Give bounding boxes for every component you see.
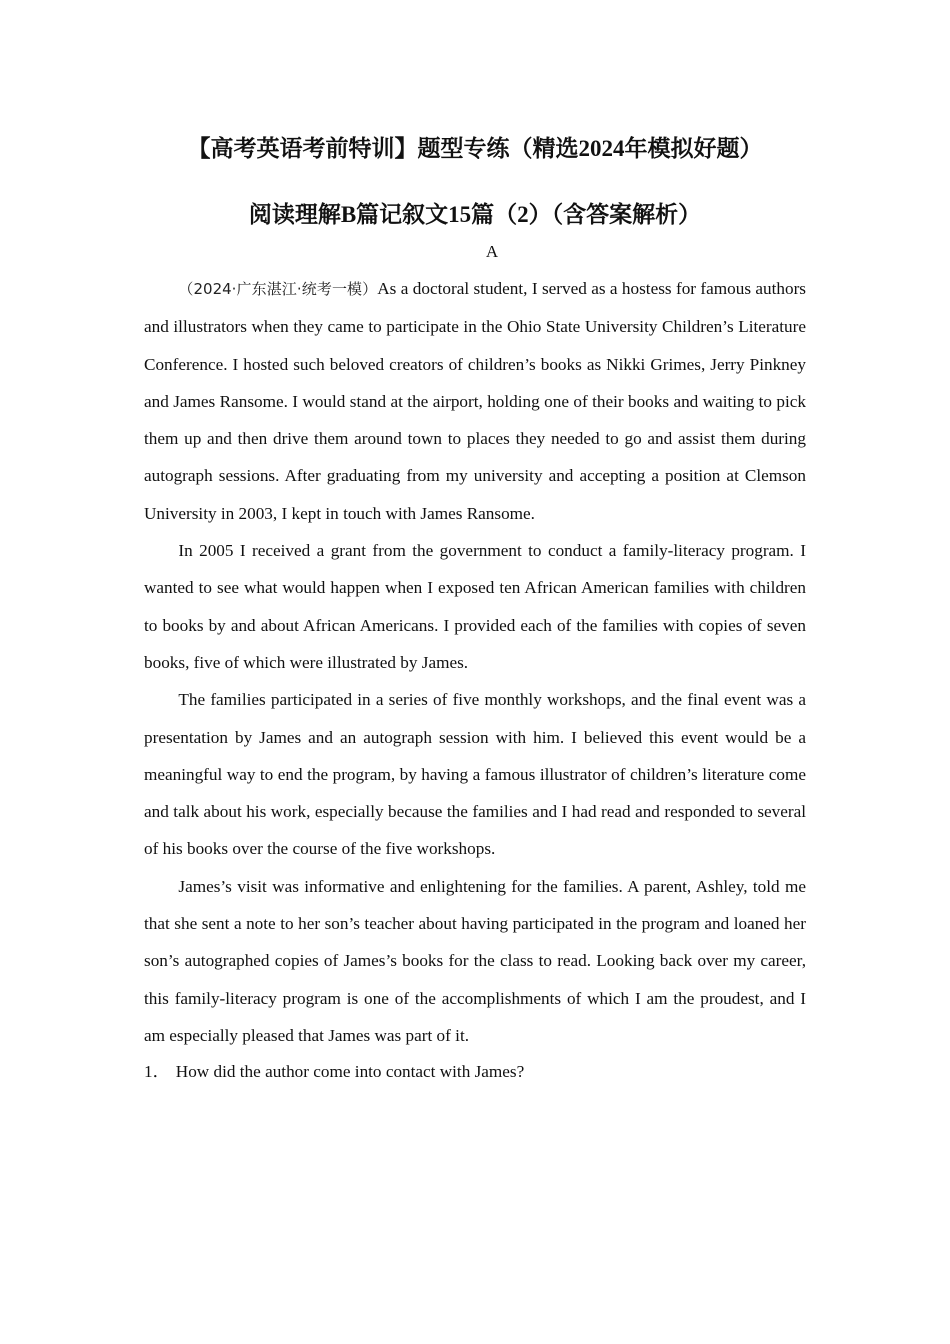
question-number: 1． [144, 1062, 170, 1082]
paragraph-4: James’s visit was informative and enlightening for the families. A parent, Ashley, told me that she sent a note to her son’s teacher about having participated in the program and loaned her son’s autographed copies of James’s books for the class to read. Looking back over my career, this family-literacy program is one of the accomplishments of which I am the proudest, and I am especially pleased that James was part of it. [144, 876, 806, 1045]
paragraph-1 [144, 270, 806, 532]
document-title-line-1: 【高考英语考前特训】题型专练（精选2024年模拟好题） [187, 136, 763, 161]
paragraph-3: The families participated in a series of five monthly workshops, and the final event was a presentation by James and an autograph session with him. I believed this event would be a meaningful way to end the program, by having a famous illustrator of children’s literature come and talk about his work, especially because the families and I had read and responded to several of his books over the course of the five workshops. [144, 690, 806, 859]
paragraph-1-text: As a doctoral student, I served as a hostess for famous authors and illustrators when they came to participate in the Ohio State University Children’s Literature Conference. I hosted such beloved creators of children’s books as Nikki Grimes, Jerry Pinkney and James Ransome. I would stand at the airport, holding one of their books and waiting to pick them up and then drive them around town to places they needed to go and assist them during autograph sessions. After graduating from my university and accepting a position at Clemson University in 2003, I kept in touch with James Ransome. [144, 279, 806, 523]
source-citation: （2024·广东湛江·统考一模） [178, 280, 378, 298]
document-title-line-2: 阅读理解B篇记叙文15篇（2）（含答案解析） [248, 202, 702, 227]
paragraph-2: In 2005 I received a grant from the government to conduct a family-literacy program. I wanted to see what would happen when I exposed ten African American families with children to books by and about African Americans. I provided each of the families with copies of seven books, five of which were illustrated by James. [144, 541, 806, 672]
question-1 [144, 1054, 806, 1090]
passage-body [144, 270, 806, 1090]
passage-label: A [485, 242, 499, 261]
question-text: How did the author come into contact with James? [175, 1062, 525, 1082]
